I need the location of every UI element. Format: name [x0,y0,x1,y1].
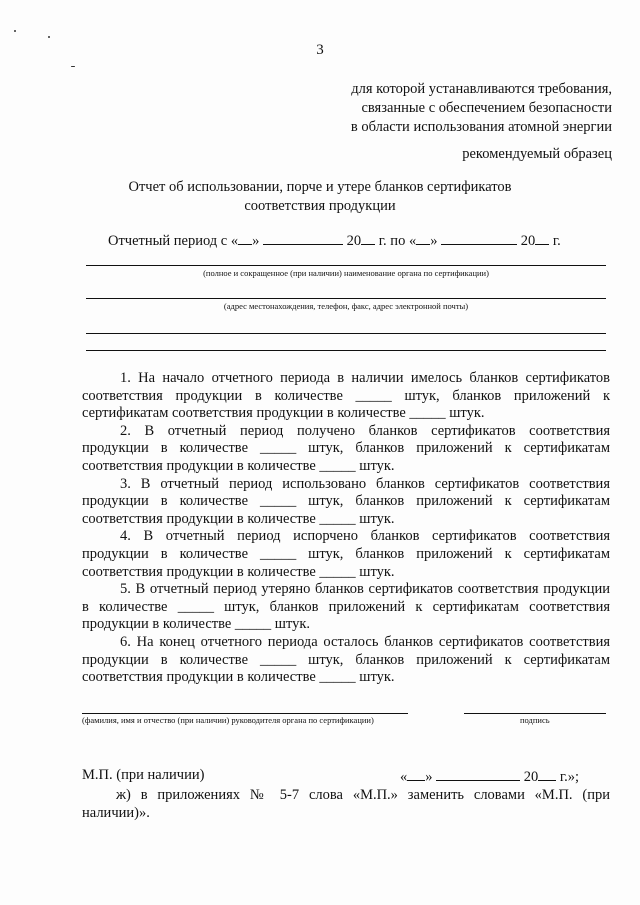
period-to-label: г. по « [378,233,417,249]
page-number: 3 [316,42,324,58]
paragraph: 6. На конец отчетного периода осталось бланков сертификатов соответствия продукции в количестве _____ штук, бланков приложений к сертификатам соответствия продукции в количестве _____ штук. [82,633,610,686]
extra-line[interactable] [86,350,606,351]
date-day-field[interactable] [407,767,425,781]
recommended-sample-label: рекомендуемый образец [462,146,612,162]
org-name-line[interactable] [86,265,606,266]
amendment-text [82,786,610,822]
paragraph: 1. На начало отчетного периода в наличии имелось бланков сертификатов соответствия продукции в количестве _____ штук, бланков приложений к сертификатам соответствия продукции в количестве _____ штук. [82,370,610,422]
period-day-to-field[interactable] [416,231,430,245]
period-year-from-field[interactable] [361,231,375,245]
address-caption: (адрес местонахождения, телефон, факс, адрес электронной почты) [223,301,469,311]
paragraph: 5. В отчетный период утеряно бланков сертификатов соответствия продукции в количестве _____ штук, бланков приложений к сертификатам соответствия продукции в количестве _____ штук. [82,581,610,633]
document-title [0,178,640,216]
period-month-from-field[interactable] [263,231,343,245]
date-end: г.»; [559,769,580,785]
report-body [82,370,610,687]
amendment-paragraph: ж) в приложениях № 5-7 слова «М.П.» заменить словами «М.П. (при наличии)». [82,787,610,821]
header-line: связанные с обеспечением безопасности [361,100,612,116]
scan-speck [14,30,16,32]
date-month-field[interactable] [436,767,520,781]
address-line[interactable] [86,298,606,299]
org-name-caption: (полное и сокращенное (при наличии) наименование органа по сертификации) [203,268,489,278]
period-year-to-field[interactable] [535,231,549,245]
paragraph: 3. В отчетный период использовано бланков сертификатов соответствия продукции в количестве _____ штук, бланков приложений к сертификатам соответствия продукции в количестве _____ штук. [82,475,610,527]
head-name-line[interactable] [82,713,408,714]
reporting-period [108,231,561,250]
head-name-caption: (фамилия, имя и отчество (при наличии) руководителя органа по сертификации) [82,715,374,725]
period-month-to-field[interactable] [441,231,517,245]
period-quote: » [252,233,260,249]
header-line: в области использования атомной энергии [350,119,612,135]
header-block [351,80,612,137]
date-year-field[interactable] [538,767,556,781]
period-year-prefix: 20 [346,233,362,249]
header-line: для которой устанавливаются требования, [351,81,612,97]
title-line: Отчет об использовании, порче и утере бланков сертификатов [128,179,512,195]
signature-caption: подпись [520,715,550,725]
extra-line[interactable] [86,333,606,334]
scan-speck [71,66,75,67]
signature-date [400,767,579,786]
date-year-prefix: 20 [523,769,539,785]
period-year-prefix: 20 [520,233,536,249]
date-quote-close: » [425,769,433,785]
period-end-label: г. [552,233,561,249]
paragraph: 2. В отчетный период получено бланков сертификатов соответствия продукции в количестве _____ штук, бланков приложений к сертификатам соответствия продукции в количестве _____ штук. [82,422,610,474]
period-label: Отчетный период с « [108,233,239,249]
date-quote-open: « [400,769,408,785]
signature-line[interactable] [464,713,606,714]
title-line: соответствия продукции [244,198,396,214]
scan-speck [48,36,50,38]
seal-label: М.П. (при наличии) [82,767,205,783]
paragraph: 4. В отчетный период испорчено бланков сертификатов соответствия продукции в количестве _____ штук, бланков приложений к сертификатам соответствия продукции в количестве _____ штук. [82,528,610,580]
period-quote: » [430,233,438,249]
period-day-from-field[interactable] [238,231,252,245]
